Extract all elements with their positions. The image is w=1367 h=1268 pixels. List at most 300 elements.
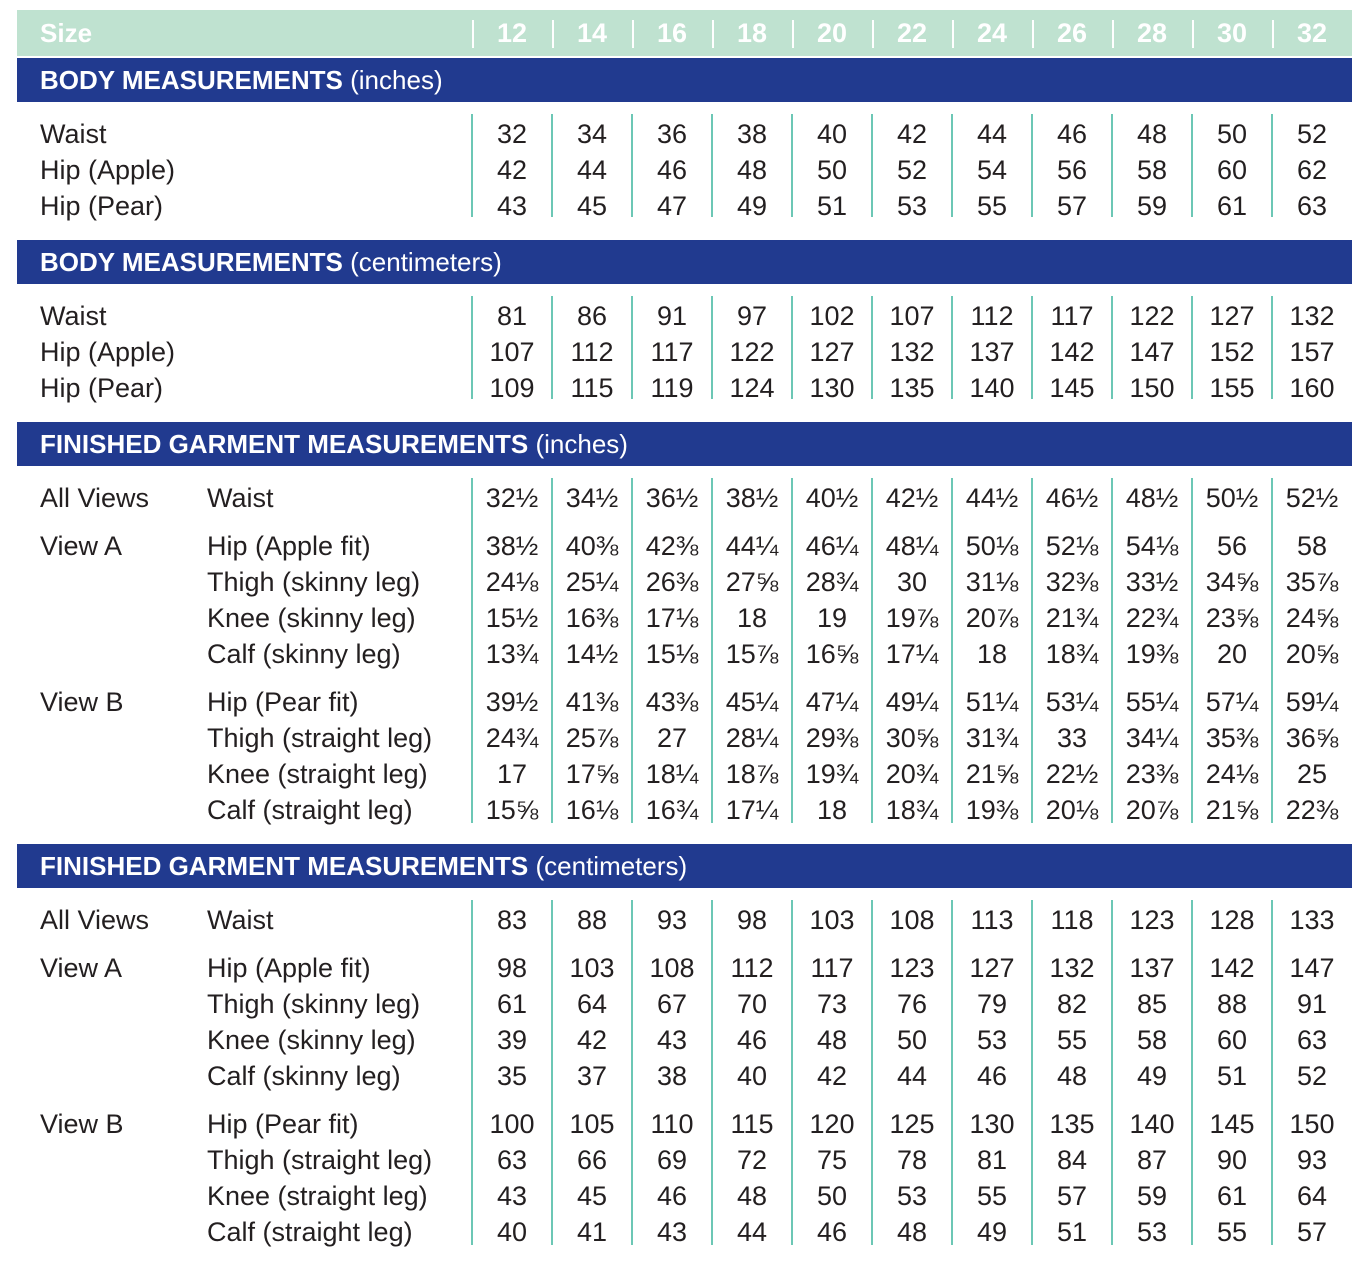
measurement-cell: 34⅝ [1205, 567, 1259, 597]
measurement-cell: 16¾ [645, 795, 699, 825]
measurement-cell: 23⅝ [1205, 603, 1259, 633]
row-label-hip-apple: Hip (Apple) [40, 155, 176, 185]
measurement-cell: 93 [656, 905, 688, 935]
measurement-cell: 20¾ [885, 759, 939, 789]
measurement-cell: 17⅛ [645, 603, 699, 633]
measurement-cell: 112 [970, 301, 1014, 331]
measurement-cell: 84 [1056, 1145, 1088, 1175]
measurement-cell: 25 [1296, 759, 1328, 789]
measurement-cell: 42 [816, 1061, 848, 1091]
row-label-hip-pear: Hip (Pear) [40, 191, 164, 221]
size-column-divider [632, 20, 634, 48]
group-label-view-a: View A [40, 531, 123, 561]
measurement-cell: 82 [1056, 989, 1088, 1019]
row-label-thigh-skinny-leg: Thigh (skinny leg) [207, 567, 421, 597]
measurement-cell: 17¼ [725, 795, 779, 825]
measurement-cell: 18¾ [885, 795, 939, 825]
measurement-cell: 28¾ [805, 567, 859, 597]
measurement-cell: 34½ [565, 483, 619, 513]
measurement-cell: 150 [1129, 373, 1175, 403]
measurement-cell: 31¾ [965, 723, 1019, 753]
measurement-cell: 53 [896, 191, 928, 221]
measurement-cell: 27⅝ [725, 567, 779, 597]
measurement-cell: 67 [656, 989, 688, 1019]
measurement-cell: 17⅝ [565, 759, 619, 789]
measurement-cell: 75 [816, 1145, 848, 1175]
measurement-cell: 90 [1216, 1145, 1248, 1175]
measurement-cell: 40 [496, 1217, 528, 1247]
measurement-cell: 123 [1129, 905, 1175, 935]
size-16-header: 16 [656, 18, 688, 48]
measurement-cell: 145 [1209, 1109, 1255, 1139]
measurement-cell: 107 [889, 301, 935, 331]
measurement-cell: 88 [576, 905, 608, 935]
measurement-cell: 55 [976, 1181, 1008, 1211]
measurement-cell: 57¼ [1205, 687, 1259, 717]
measurement-cell: 145 [1049, 373, 1095, 403]
row-label-hip-apple: Hip (Apple) [40, 337, 176, 367]
measurement-cell: 132 [889, 337, 935, 367]
section-header [17, 240, 1352, 284]
section-unit: (centimeters) [535, 851, 688, 881]
measurement-cell: 113 [970, 905, 1014, 935]
row-label-calf-straight-leg: Calf (straight leg) [207, 795, 413, 825]
measurement-cell: 18¾ [1045, 639, 1099, 669]
row-label-hip-pear: Hip (Pear) [40, 373, 164, 403]
measurement-cell: 21¾ [1045, 603, 1099, 633]
measurement-cell: 142 [1049, 337, 1095, 367]
measurement-cell: 53 [976, 1025, 1008, 1055]
measurement-cell: 54 [976, 155, 1008, 185]
measurement-cell: 59¼ [1285, 687, 1339, 717]
measurement-cell: 48½ [1125, 483, 1179, 513]
measurement-cell: 51 [1056, 1217, 1088, 1247]
size-28-header: 28 [1136, 18, 1168, 48]
measurement-cell: 61 [496, 989, 528, 1019]
measurement-cell: 58 [1296, 531, 1328, 561]
measurement-cell: 15⅞ [725, 639, 779, 669]
measurement-cell: 133 [1289, 905, 1335, 935]
measurement-cell: 81 [976, 1145, 1008, 1175]
measurement-cell: 46¼ [805, 531, 859, 561]
measurement-cell: 49 [736, 191, 768, 221]
measurement-cell: 124 [729, 373, 775, 403]
measurement-cell: 44 [736, 1217, 768, 1247]
measurement-cell: 32⅜ [1045, 567, 1099, 597]
measurement-cell: 150 [1289, 1109, 1335, 1139]
measurement-cell: 39 [496, 1025, 528, 1055]
measurement-cell: 40 [816, 119, 848, 149]
measurement-cell: 44 [896, 1061, 928, 1091]
measurement-cell: 52 [896, 155, 928, 185]
measurement-cell: 137 [1129, 953, 1175, 983]
measurement-cell: 55 [1216, 1217, 1248, 1247]
measurement-cell: 42⅜ [645, 531, 699, 561]
measurement-cell: 48 [1056, 1061, 1088, 1091]
measurement-cell: 19 [816, 603, 848, 633]
measurement-cell: 28¼ [725, 723, 779, 753]
measurement-cell: 46 [816, 1217, 848, 1247]
measurement-cell: 115 [730, 1109, 774, 1139]
measurement-cell: 48 [896, 1217, 928, 1247]
measurement-cell: 100 [489, 1109, 535, 1139]
measurement-cell: 15½ [485, 603, 539, 633]
measurement-cell: 16⅜ [565, 603, 619, 633]
measurement-cell: 55 [1056, 1025, 1088, 1055]
measurement-cell: 58 [1136, 155, 1168, 185]
measurement-cell: 53¼ [1045, 687, 1099, 717]
size-column-divider [1112, 20, 1114, 48]
measurement-cell: 147 [1129, 337, 1175, 367]
measurement-cell: 44 [576, 155, 608, 185]
measurement-cell: 46 [656, 1181, 688, 1211]
group-label-view-b: View B [40, 687, 124, 717]
measurement-cell: 43⅜ [645, 687, 699, 717]
section-title-text: FINISHED GARMENT MEASUREMENTS [40, 429, 529, 459]
measurement-cell: 19⅜ [1125, 639, 1179, 669]
measurement-cell: 112 [730, 953, 774, 983]
measurement-cell: 52½ [1285, 483, 1339, 513]
size-column-divider [472, 20, 474, 48]
size-24-header: 24 [976, 18, 1008, 48]
measurement-cell: 17¼ [885, 639, 939, 669]
size-18-header: 18 [736, 18, 768, 48]
row-label-knee-skinny-leg: Knee (skinny leg) [207, 603, 416, 633]
measurement-cell: 20⅝ [1285, 639, 1339, 669]
size-column-divider [712, 20, 714, 48]
measurement-cell: 46 [736, 1025, 768, 1055]
measurement-cell: 50 [1216, 119, 1248, 149]
measurement-cell: 63 [1296, 191, 1328, 221]
measurement-cell: 57 [1056, 191, 1088, 221]
measurement-cell: 48¼ [885, 531, 939, 561]
measurement-cell: 135 [889, 373, 935, 403]
measurement-cell: 73 [816, 989, 848, 1019]
measurement-cell: 122 [1129, 301, 1175, 331]
measurement-cell: 78 [896, 1145, 928, 1175]
measurement-cell: 36⅝ [1285, 723, 1339, 753]
measurement-cell: 50 [896, 1025, 928, 1055]
measurement-cell: 63 [496, 1145, 528, 1175]
measurement-cell: 59 [1136, 191, 1168, 221]
measurement-cell: 112 [570, 337, 614, 367]
measurement-cell: 31⅛ [965, 567, 1019, 597]
measurement-cell: 47¼ [805, 687, 859, 717]
row-label-hip-pear-fit: Hip (Pear fit) [207, 1109, 359, 1139]
measurement-cell: 16⅛ [565, 795, 619, 825]
measurement-cell: 120 [809, 1109, 855, 1139]
row-label-waist: Waist [207, 483, 274, 513]
size-column-divider [552, 20, 554, 48]
measurement-cell: 14½ [565, 639, 619, 669]
section-title-text: BODY MEASUREMENTS [40, 65, 343, 95]
size-label: Size [40, 18, 93, 48]
measurement-cell: 102 [809, 301, 855, 331]
measurement-cell: 48 [1136, 119, 1168, 149]
measurement-cell: 58 [1136, 1025, 1168, 1055]
measurement-cell: 20 [1216, 639, 1248, 669]
measurement-cell: 35⅞ [1285, 567, 1339, 597]
measurement-cell: 13¾ [485, 639, 539, 669]
measurement-cell: 86 [576, 301, 608, 331]
measurement-cell: 127 [969, 953, 1015, 983]
measurement-cell: 44 [976, 119, 1008, 149]
row-label-hip-pear-fit: Hip (Pear fit) [207, 687, 359, 717]
measurement-cell: 36 [656, 119, 688, 149]
measurement-cell: 63 [1296, 1025, 1328, 1055]
measurement-cell: 50⅛ [965, 531, 1019, 561]
size-column-divider [1192, 20, 1194, 48]
measurement-cell: 103 [569, 953, 615, 983]
measurement-cell: 33½ [1125, 567, 1179, 597]
measurement-cell: 19¾ [805, 759, 859, 789]
measurement-cell: 46½ [1045, 483, 1099, 513]
measurement-cell: 30 [896, 567, 928, 597]
measurement-cell: 42½ [885, 483, 939, 513]
measurement-cell: 97 [736, 301, 768, 331]
measurement-cell: 50 [816, 155, 848, 185]
measurement-cell: 46 [1056, 119, 1088, 149]
measurement-cell: 56 [1216, 531, 1248, 561]
measurement-cell: 130 [969, 1109, 1015, 1139]
measurement-cell: 91 [1296, 989, 1328, 1019]
measurement-cell: 140 [1129, 1109, 1175, 1139]
measurement-cell: 51 [816, 191, 848, 221]
measurement-cell: 52 [1296, 119, 1328, 149]
measurement-cell: 44½ [965, 483, 1019, 513]
size-22-header: 22 [896, 18, 928, 48]
measurement-cell: 42 [896, 119, 928, 149]
measurement-cell: 81 [496, 301, 528, 331]
measurement-cell: 64 [576, 989, 608, 1019]
measurement-cell: 55¼ [1125, 687, 1179, 717]
row-label-calf-straight-leg: Calf (straight leg) [207, 1217, 413, 1247]
measurement-cell: 132 [1289, 301, 1335, 331]
section-title [40, 844, 687, 888]
measurement-cell: 140 [969, 373, 1015, 403]
measurement-cell: 137 [969, 337, 1015, 367]
section-unit: (inches) [350, 65, 443, 95]
measurement-cell: 43 [656, 1025, 688, 1055]
measurement-cell: 50 [816, 1181, 848, 1211]
measurement-cell: 40⅜ [565, 531, 619, 561]
measurement-cell: 117 [650, 337, 694, 367]
measurement-cell: 19⅞ [885, 603, 939, 633]
row-label-knee-skinny-leg: Knee (skinny leg) [207, 1025, 416, 1055]
size-header-row [17, 10, 1352, 56]
measurement-cell: 27 [656, 723, 688, 753]
measurement-cell: 51¼ [965, 687, 1019, 717]
measurement-cell: 57 [1056, 1181, 1088, 1211]
group-label-view-b: View B [40, 1109, 124, 1139]
measurement-cell: 15⅛ [645, 639, 699, 669]
measurement-cell: 108 [649, 953, 695, 983]
measurement-cell: 66 [576, 1145, 608, 1175]
measurement-cell: 83 [496, 905, 528, 935]
size-column-divider [872, 20, 874, 48]
measurement-cell: 49¼ [885, 687, 939, 717]
measurement-cell: 36½ [645, 483, 699, 513]
group-label-view-a: View A [40, 953, 123, 983]
measurement-cell: 57 [1296, 1217, 1328, 1247]
measurement-cell: 24⅛ [485, 567, 539, 597]
size-26-header: 26 [1056, 18, 1088, 48]
measurement-cell: 76 [896, 989, 928, 1019]
measurement-cell: 61 [1216, 191, 1248, 221]
measurement-cell: 34 [576, 119, 608, 149]
measurement-cell: 122 [729, 337, 775, 367]
measurement-cell: 38 [656, 1061, 688, 1091]
measurement-cell: 88 [1216, 989, 1248, 1019]
row-label-thigh-straight-leg: Thigh (straight leg) [207, 723, 433, 753]
section-unit: (centimeters) [350, 247, 502, 277]
section-title [40, 58, 443, 102]
size-30-header: 30 [1216, 18, 1248, 48]
measurement-cell: 32½ [485, 483, 539, 513]
measurement-cell: 127 [809, 337, 855, 367]
measurement-cell: 35 [496, 1061, 528, 1091]
row-label-hip-apple-fit: Hip (Apple fit) [207, 953, 371, 983]
row-label-waist: Waist [40, 119, 107, 149]
measurement-cell: 18¼ [645, 759, 699, 789]
measurement-cell: 60 [1216, 155, 1248, 185]
measurement-cell: 32 [496, 119, 528, 149]
row-label-thigh-skinny-leg: Thigh (skinny leg) [207, 989, 421, 1019]
measurement-cell: 46 [656, 155, 688, 185]
measurement-cell: 53 [896, 1181, 928, 1211]
measurement-cell: 85 [1136, 989, 1168, 1019]
size-column-divider [792, 20, 794, 48]
measurement-cell: 22⅜ [1285, 795, 1339, 825]
measurement-cell: 17 [496, 759, 528, 789]
measurement-cell: 24¾ [485, 723, 539, 753]
measurement-cell: 20⅞ [1125, 795, 1179, 825]
size-20-header: 20 [816, 18, 848, 48]
measurement-cell: 55 [976, 191, 1008, 221]
section-title-text: BODY MEASUREMENTS [40, 247, 343, 277]
measurement-cell: 40 [736, 1061, 768, 1091]
measurement-cell: 49 [976, 1217, 1008, 1247]
measurement-cell: 26⅜ [645, 567, 699, 597]
measurement-cell: 19⅜ [965, 795, 1019, 825]
measurement-cell: 72 [736, 1145, 768, 1175]
size-column-divider [952, 20, 954, 48]
size-column-divider [1272, 20, 1274, 48]
measurement-cell: 135 [1049, 1109, 1095, 1139]
measurement-cell: 29⅜ [805, 723, 859, 753]
group-label-all-views: All Views [40, 483, 150, 513]
measurement-cell: 34¼ [1125, 723, 1179, 753]
measurement-cell: 15⅝ [485, 795, 539, 825]
measurement-cell: 93 [1296, 1145, 1328, 1175]
measurement-cell: 125 [889, 1109, 935, 1139]
measurement-cell: 50½ [1205, 483, 1259, 513]
measurement-cell: 69 [656, 1145, 688, 1175]
size-32-header: 32 [1296, 18, 1328, 48]
row-label-waist: Waist [207, 905, 274, 935]
row-label-calf-skinny-leg: Calf (skinny leg) [207, 1061, 401, 1091]
row-label-thigh-straight-leg: Thigh (straight leg) [207, 1145, 433, 1175]
measurement-cell: 46 [976, 1061, 1008, 1091]
measurement-cell: 43 [496, 1181, 528, 1211]
measurement-cell: 45 [576, 1181, 608, 1211]
measurement-cell: 52⅛ [1045, 531, 1099, 561]
measurement-cell: 79 [976, 989, 1008, 1019]
measurement-cell: 42 [496, 155, 528, 185]
measurement-cell: 40½ [805, 483, 859, 513]
measurement-cell: 62 [1296, 155, 1328, 185]
section-unit: (inches) [535, 429, 628, 459]
section-header [17, 422, 1352, 466]
row-label-hip-apple-fit: Hip (Apple fit) [207, 531, 371, 561]
measurement-cell: 43 [496, 191, 528, 221]
measurement-cell: 30⅝ [885, 723, 939, 753]
measurement-cell: 52 [1296, 1061, 1328, 1091]
measurement-cell: 37 [576, 1061, 608, 1091]
measurement-cell: 41 [576, 1217, 608, 1247]
row-label-calf-skinny-leg: Calf (skinny leg) [207, 639, 401, 669]
measurement-cell: 123 [889, 953, 935, 983]
measurement-cell: 107 [489, 337, 535, 367]
measurement-cell: 118 [1050, 905, 1094, 935]
section-title [40, 422, 628, 466]
row-label-knee-straight-leg: Knee (straight leg) [207, 1181, 428, 1211]
measurement-cell: 38½ [725, 483, 779, 513]
measurement-cell: 103 [809, 905, 855, 935]
measurement-cell: 87 [1136, 1145, 1168, 1175]
section-header [17, 58, 1352, 102]
measurement-cell: 42 [576, 1025, 608, 1055]
measurement-cell: 117 [1050, 301, 1094, 331]
measurement-cell: 18⅞ [725, 759, 779, 789]
measurement-cell: 24⅛ [1205, 759, 1259, 789]
measurement-cell: 18 [736, 603, 768, 633]
measurement-cell: 48 [816, 1025, 848, 1055]
row-label-waist: Waist [40, 301, 107, 331]
measurement-cell: 21⅝ [965, 759, 1019, 789]
measurement-cell: 16⅝ [805, 639, 859, 669]
measurement-cell: 110 [650, 1109, 694, 1139]
measurement-cell: 25⅞ [565, 723, 619, 753]
measurement-cell: 127 [1209, 301, 1255, 331]
measurement-cell: 56 [1056, 155, 1088, 185]
measurement-cell: 53 [1136, 1217, 1168, 1247]
group-label-all-views: All Views [40, 905, 150, 935]
section-title-text: FINISHED GARMENT MEASUREMENTS [40, 851, 529, 881]
measurement-cell: 45¼ [725, 687, 779, 717]
measurement-cell: 64 [1296, 1181, 1328, 1211]
size-12-header: 12 [496, 18, 528, 48]
measurement-cell: 157 [1289, 337, 1335, 367]
measurement-cell: 23⅜ [1125, 759, 1179, 789]
measurement-cell: 18 [816, 795, 848, 825]
measurement-cell: 147 [1289, 953, 1335, 983]
measurement-cell: 33 [1056, 723, 1088, 753]
measurement-cell: 70 [736, 989, 768, 1019]
measurement-cell: 38½ [485, 531, 539, 561]
measurement-cell: 48 [736, 1181, 768, 1211]
measurement-cell: 41⅜ [565, 687, 619, 717]
row-label-knee-straight-leg: Knee (straight leg) [207, 759, 428, 789]
measurement-cell: 155 [1209, 373, 1255, 403]
measurement-cell: 54⅛ [1125, 531, 1179, 561]
measurement-cell: 44¼ [725, 531, 779, 561]
measurement-cell: 43 [656, 1217, 688, 1247]
measurement-cell: 91 [656, 301, 688, 331]
measurement-cell: 20⅞ [965, 603, 1019, 633]
measurement-cell: 47 [656, 191, 688, 221]
measurement-cell: 21⅝ [1205, 795, 1259, 825]
